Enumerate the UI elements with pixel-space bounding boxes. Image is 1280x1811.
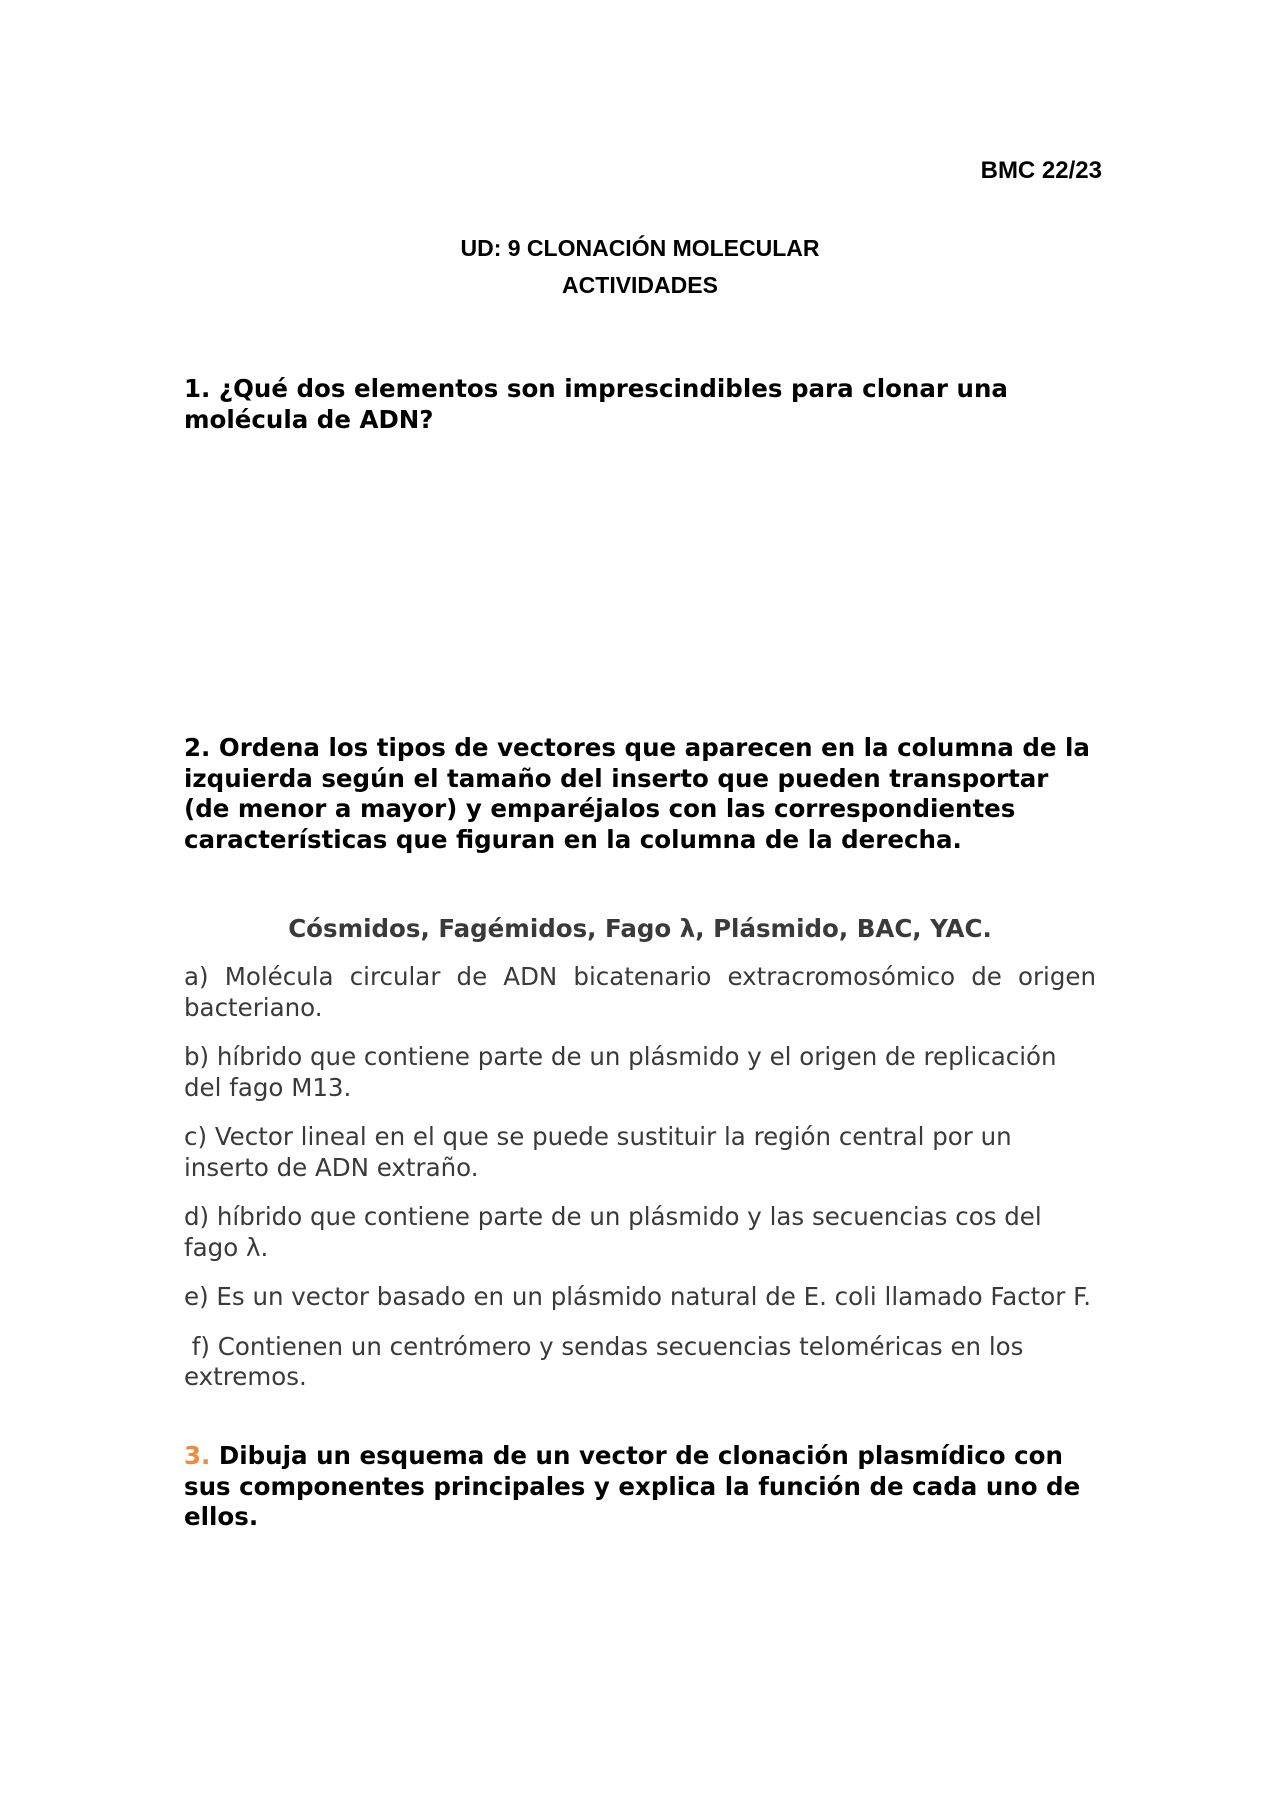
option-d: d) híbrido que contiene parte de un plásmido y las secuencias cos del fago λ. — [184, 1202, 1042, 1262]
question-1: 1. ¿Qué dos elementos son imprescindibles para clonar una molécula de ADN? — [184, 374, 1008, 434]
unit-title: UD: 9 CLONACIÓN MOLECULAR — [460, 235, 820, 261]
course-code: BMC 22/23 — [980, 157, 1102, 184]
activities-subtitle: ACTIVIDADES — [562, 272, 718, 298]
option-f: f) Contienen un centrómero y sendas secuencias teloméricas en los extremos. — [184, 1331, 1032, 1391]
option-c: c) Vector lineal en el que se puede sustituir la región central por un inserto de ADN extraño. — [184, 1122, 1012, 1182]
option-e: e) Es un vector basado en un plásmido natural de E. coli llamado Factor F. — [184, 1282, 1092, 1311]
question-3-number: 3. — [184, 1441, 211, 1470]
question-2: 2. Ordena los tipos de vectores que aparecen en la columna de la izquierda según el tamaño del inserto que pueden transportar (de menor a mayor) y emparéjalos con las correspondientes características que figuran en la columna de la derecha. — [184, 733, 1090, 854]
question-3-text: Dibuja un esquema de un vector de clonación plasmídico con sus componentes principales y explica la función de cada uno de ellos. — [184, 1441, 1089, 1531]
option-a: a) Molécula circular de ADN bicatenario extracromosómico de origen bacteriano. — [184, 962, 1096, 1022]
question-3 — [184, 1441, 1096, 1533]
option-b: b) híbrido que contiene parte de un plásmido y el origen de replicación del fago M13. — [184, 1042, 1057, 1102]
document-title — [0, 230, 1280, 304]
vector-types-list: Cósmidos, Fagémidos, Fago λ, Plásmido, BAC, YAC. — [288, 914, 992, 943]
characteristics-list — [184, 962, 1096, 1412]
